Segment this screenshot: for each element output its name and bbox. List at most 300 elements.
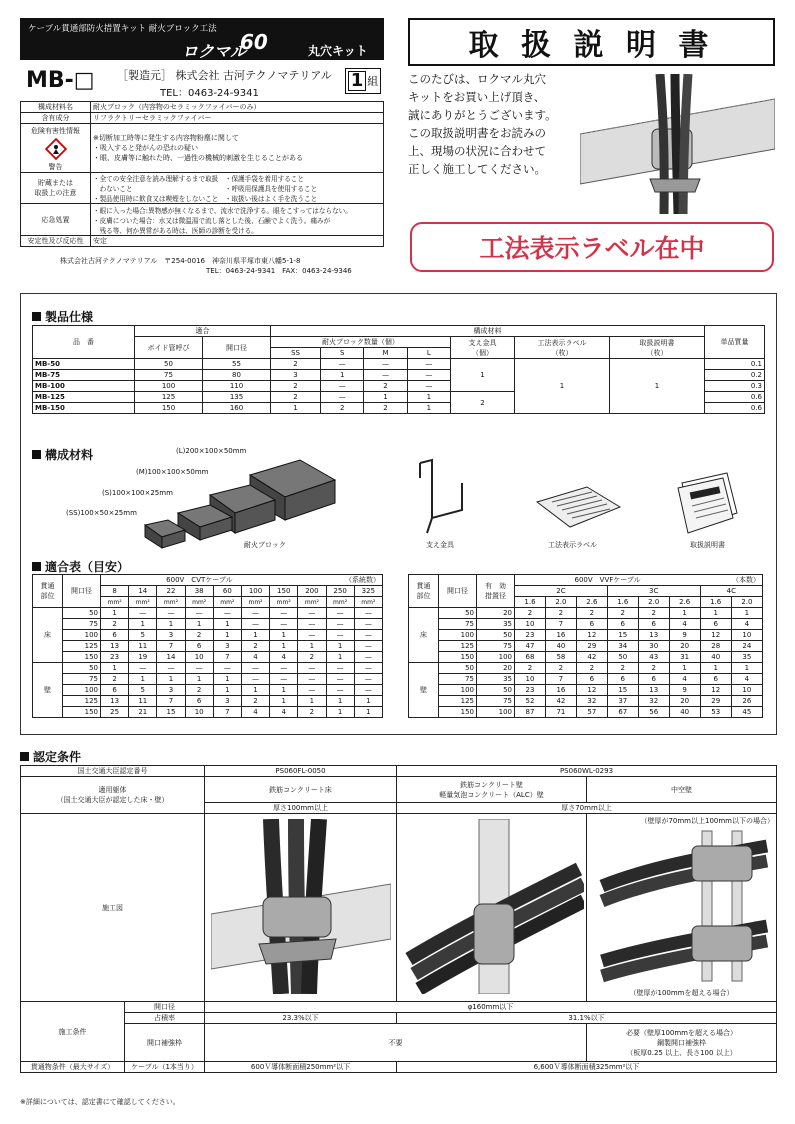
vvf-cell: 1 (700, 663, 731, 674)
diagram-floor-cell (205, 814, 397, 1002)
maker-tel: TEL：0463-24-9341 (160, 88, 259, 99)
cvt-cell: 1 (270, 641, 298, 652)
cvt-cell: 1 (326, 707, 354, 718)
vvf-2c: 2C (515, 586, 608, 597)
spec-cell: — (407, 359, 450, 370)
sds-key: 貯蔵または 取扱上の注意 (21, 173, 91, 204)
cvt-unit: mm² (326, 597, 354, 608)
vvf-cell: 6 (700, 619, 731, 630)
diagram-wall-cell (397, 814, 587, 1002)
vvf-cell: 6 (576, 674, 607, 685)
cvt-cell: — (326, 608, 354, 619)
size-l: L (407, 348, 450, 359)
parts-heading: 構成材料 (32, 446, 93, 463)
cvt-cell: 6 (101, 630, 129, 641)
vvf-cell: 75 (477, 641, 515, 652)
cvt-cell: — (354, 630, 382, 641)
cert-ratio-wall: 31.1%以下 (397, 1013, 777, 1024)
cert-cable-floor: 600Ｖ導体断面積250mm²以下 (205, 1062, 397, 1073)
spec-weight: 0.1 (705, 359, 765, 370)
vvf-cell: 2 (515, 663, 546, 674)
vvf-size: 2.6 (669, 597, 700, 608)
cvt-cell: 1 (185, 674, 213, 685)
vvf-cell: 52 (515, 696, 546, 707)
col-comp: 構成材料 (271, 326, 705, 337)
spec-manual: 1 (610, 359, 705, 414)
parts-label-bracket: 支え金具 (426, 541, 454, 549)
vvf-cell: 10 (731, 630, 762, 641)
vvf-cell: 58 (545, 652, 576, 663)
vvf-cell: 15 (607, 685, 638, 696)
cvt-cell: 100 (63, 630, 101, 641)
vvf-row (409, 619, 763, 630)
vvf-cell: 24 (731, 641, 762, 652)
vvf-row (409, 652, 763, 663)
vvf-row (409, 685, 763, 696)
cert-cable-wall: 6,600Ｖ導体断面積325mm²以下 (397, 1062, 777, 1073)
cvt-cell: 2 (185, 630, 213, 641)
cert-thick-wall: 厚さ70mm以上 (397, 803, 777, 814)
cert-no-floor: PS060FL-0050 (205, 766, 397, 777)
vvf-cell: 68 (515, 652, 546, 663)
spec-cell: 55 (203, 359, 271, 370)
sds-key: 含有成分 (21, 113, 91, 124)
cvt-cell: — (270, 674, 298, 685)
spec-weight: 0.3 (705, 381, 765, 392)
cvt-unit: mm² (354, 597, 382, 608)
cvt-cell: — (270, 608, 298, 619)
cvt-cell: 6 (185, 641, 213, 652)
cvt-unit: mm² (101, 597, 129, 608)
cert-no-wall: PS060WL-0293 (397, 766, 777, 777)
cvt-cell: 1 (213, 685, 241, 696)
spec-cell: 100 (135, 381, 203, 392)
vvf-size: 2.0 (731, 597, 762, 608)
spec-hw: 1 (451, 359, 515, 392)
vvf-cell: 50 (477, 685, 515, 696)
cvt-size: 38 (185, 586, 213, 597)
cvt-cell: 5 (129, 630, 157, 641)
cvt-cell: 7 (157, 696, 185, 707)
cvt-cell: 4 (270, 707, 298, 718)
cvt-table (32, 574, 383, 718)
spec-cell: 2 (271, 359, 321, 370)
cvt-cell: — (157, 608, 185, 619)
cvt-cell: 4 (241, 652, 269, 663)
product-header-bar (20, 18, 384, 60)
vvf-cell: 2 (515, 608, 546, 619)
cvt-size: 8 (101, 586, 129, 597)
cvt-cell: 23 (101, 652, 129, 663)
cvt-cell: 1 (129, 674, 157, 685)
cvt-cell: — (270, 619, 298, 630)
cvt-cell: 1 (129, 619, 157, 630)
vvf-cell: 2 (576, 608, 607, 619)
vvf-cell: 75 (439, 619, 477, 630)
cert-sub: ケーブル（1本当り） (125, 1062, 205, 1073)
sds-val: ・眼に入った場合:異物感が無くなるまで、流水で洗浄する。眼をこすってはならない。 ・皮膚についた場合：水又は微温湯で流し落とした後、石鹸でよく洗う。痛みが 残る等、何か異常がある時は、医師の診断を受ける。 (91, 204, 384, 236)
cvt-cell: 1 (241, 685, 269, 696)
cvt-cell: — (241, 619, 269, 630)
spec-cell: 1 (271, 403, 321, 414)
health-hazard-icon (45, 138, 67, 160)
cvt-cell: 2 (101, 619, 129, 630)
cvt-cell: 1 (213, 630, 241, 641)
sds-val: ・全ての安全注意を読み理解するまで取扱 ・保護手袋を着用すること わないこと ・呼吸用保護具を使用すること ・製品使用時に飲食又は喫煙をしないこと ・取扱い後はよく手を洗うこと (91, 173, 384, 204)
vvf-cell: 42 (576, 652, 607, 663)
spec-cell: 150 (135, 403, 203, 414)
spec-cell: 75 (135, 370, 203, 381)
cvt-row (33, 696, 383, 707)
vvf-cell: 16 (545, 630, 576, 641)
vvf-cell: 20 (669, 641, 700, 652)
vvf-cell: 6 (638, 619, 669, 630)
vvf-cell: 45 (731, 707, 762, 718)
cvt-cell: — (129, 608, 157, 619)
cvt-cell: 3 (213, 696, 241, 707)
maker-line: ［製造元］ 株式会社 古河テクノマテリアル (117, 69, 332, 82)
vvf-h-eff: 有 効 措置径 (477, 575, 515, 608)
spec-cell: — (321, 359, 364, 370)
parts-label-method: 工法表示ラベル (548, 541, 597, 549)
series-text: ケーブル貫通部防火措置キット 耐火ブロック工法 (28, 24, 217, 34)
vvf-cell: 50 (439, 663, 477, 674)
cvt-h-open: 開口径 (63, 575, 101, 608)
cvt-cell: 2 (101, 674, 129, 685)
vvf-table (408, 574, 763, 718)
cvt-cell: 2 (298, 707, 326, 718)
vvf-cell: 7 (545, 619, 576, 630)
spec-cell: 80 (203, 370, 271, 381)
spec-cell: 2 (364, 381, 407, 392)
sds-footer-2: TEL：0463-24-9341 FAX：0463-24-9346 (206, 267, 352, 275)
spec-cell: — (321, 392, 364, 403)
cvt-row (33, 663, 383, 674)
cert-key: 適用躯体 （国土交通大臣が認定した床・壁） (21, 777, 205, 814)
vvf-part: 壁 (409, 663, 439, 718)
cvt-cell: 50 (63, 663, 101, 674)
vvf-cell: 6 (576, 619, 607, 630)
vvf-cell: 100 (477, 707, 515, 718)
vvf-cell: 1 (700, 608, 731, 619)
cvt-size: 22 (157, 586, 185, 597)
spec-row (33, 359, 765, 370)
cvt-row (33, 674, 383, 685)
vvf-cell: 32 (576, 696, 607, 707)
fit-heading: 適合表（目安） (32, 558, 129, 575)
manual-illustration (672, 468, 742, 536)
vvf-cell: 12 (576, 630, 607, 641)
vvf-4c: 4C (700, 586, 762, 597)
cvt-cell: 15 (157, 707, 185, 718)
col-manual: 取扱説明書 （枚） (610, 337, 705, 359)
floor-install-diagram (211, 819, 391, 994)
cvt-unit: mm² (129, 597, 157, 608)
cvt-cell: 13 (101, 641, 129, 652)
vvf-cell: 42 (545, 696, 576, 707)
vvf-cell: 13 (638, 685, 669, 696)
vvf-cell: 150 (439, 652, 477, 663)
cvt-cell: — (354, 652, 382, 663)
cvt-unit: mm² (298, 597, 326, 608)
cert-heading: 認定条件 (20, 748, 81, 765)
cert-note: ※詳細については、認定書にて確認してください。 (20, 1098, 180, 1106)
vvf-cell: 15 (607, 630, 638, 641)
cvt-cell: 2 (185, 685, 213, 696)
cvt-cell: 1 (185, 619, 213, 630)
spec-hw: 2 (451, 392, 515, 414)
cvt-size: 100 (241, 586, 269, 597)
cvt-cell: 1 (101, 608, 129, 619)
col-boid: ボイド管呼び (135, 337, 203, 359)
cvt-cell: 1 (298, 641, 326, 652)
cvt-unit: mm² (157, 597, 185, 608)
cvt-cell: 75 (63, 619, 101, 630)
col-fit: 適合 (135, 326, 271, 337)
spec-cell: 1 (364, 392, 407, 403)
method-label-illustration (532, 482, 622, 532)
spec-cell: 2 (271, 381, 321, 392)
vvf-cell: 47 (515, 641, 546, 652)
cvt-cell: 1 (101, 663, 129, 674)
vvf-h-part: 貫通 部位 (409, 575, 439, 608)
spec-model: MB-125 (33, 392, 135, 403)
cert-hollow: 中空壁 (587, 777, 777, 803)
cert-key: 施工図 (21, 814, 205, 1002)
vvf-cell: 20 (669, 696, 700, 707)
vvf-cell: 29 (576, 641, 607, 652)
spec-model: MB-100 (33, 381, 135, 392)
cvt-cell: — (326, 663, 354, 674)
vvf-cell: 1 (669, 608, 700, 619)
vvf-cell: 53 (700, 707, 731, 718)
cert-ratio-floor: 23.3%以下 (205, 1013, 397, 1024)
set-count-box: 1 組 (345, 68, 381, 94)
vvf-cell: 30 (638, 641, 669, 652)
cvt-cell: 21 (129, 707, 157, 718)
manual-intro: このたびは、ロクマル丸穴 キットをお買い上げ頂き、 誠にありがとうございます。 この取扱説明書をお読みの 上、現場の状況に合わせて 正しく施工してください。 (408, 72, 557, 176)
cvt-cell: — (298, 663, 326, 674)
vvf-cell: 32 (638, 696, 669, 707)
spec-cell: — (321, 381, 364, 392)
cvt-unit: mm² (270, 597, 298, 608)
cert-floor: 鉄筋コンクリート床 (205, 777, 397, 803)
cvt-cell: — (326, 630, 354, 641)
vvf-cell: 4 (731, 619, 762, 630)
vvf-cell: 2 (545, 608, 576, 619)
cvt-cell: — (326, 674, 354, 685)
hazard-cell: 危険有害性情報 警告 (21, 124, 91, 173)
cvt-cell: — (354, 685, 382, 696)
spec-cell: 3 (271, 370, 321, 381)
cvt-cell: 150 (63, 707, 101, 718)
vvf-row (409, 707, 763, 718)
vvf-cell: 12 (700, 685, 731, 696)
spec-cell: — (364, 370, 407, 381)
size-m: M (364, 348, 407, 359)
vvf-cell: 4 (669, 674, 700, 685)
vvf-cell: 57 (576, 707, 607, 718)
vvf-size: 1.6 (700, 597, 731, 608)
vvf-h-unit: （本数） (700, 575, 762, 586)
cvt-cell: — (213, 663, 241, 674)
cvt-unit: mm² (185, 597, 213, 608)
sds-key: 構成材料名 (21, 102, 91, 113)
dim-s: (S)100×100×25mm (102, 489, 173, 497)
vvf-cell: 31 (669, 652, 700, 663)
cvt-cell: 1 (157, 619, 185, 630)
cvt-cell: 125 (63, 641, 101, 652)
size-ss: SS (271, 348, 321, 359)
vvf-cell: 10 (515, 619, 546, 630)
cvt-cell: — (241, 674, 269, 685)
vvf-cell: 2 (638, 663, 669, 674)
col-weight: 単品質量 (705, 326, 765, 359)
vvf-row (409, 641, 763, 652)
cvt-cell: — (213, 608, 241, 619)
cvt-cell: 11 (129, 641, 157, 652)
vvf-cell: 12 (576, 685, 607, 696)
sds-val: 耐火ブロック（内容物のセラミックファイバーのみ） (91, 102, 384, 113)
cvt-cell: 3 (213, 641, 241, 652)
spec-table (32, 325, 765, 414)
cvt-cell: — (298, 619, 326, 630)
cert-frame-none: 不要 (205, 1024, 587, 1062)
cvt-h-cable: 600V CVTケーブル (101, 575, 298, 586)
vvf-h-cable: 600V VVFケーブル (515, 575, 701, 586)
cvt-cell: 1 (354, 707, 382, 718)
vvf-cell: 40 (700, 652, 731, 663)
cvt-cell: — (241, 608, 269, 619)
cvt-cell: 19 (129, 652, 157, 663)
dim-m: (M)100×100×50mm (136, 468, 209, 476)
sds-table (20, 101, 384, 247)
caption-thin-wall: （壁厚が70mm以上100mm以下の場合） (640, 817, 774, 825)
cvt-cell: 7 (213, 652, 241, 663)
cvt-cell: — (129, 663, 157, 674)
vvf-cell: 71 (545, 707, 576, 718)
cvt-cell: 3 (157, 685, 185, 696)
cvt-unit: mm² (241, 597, 269, 608)
cvt-h-part: 貫通 部位 (33, 575, 63, 608)
vvf-cell: 6 (700, 674, 731, 685)
spec-cell: 2 (321, 403, 364, 414)
sds-val: ※切断加工時等に発生する内容物粉塵に関して ・吸入すると発がんの恐れの疑い ・眼、皮膚等に触れた時、一過性の機械的刺激を生じることがある (91, 124, 384, 173)
sds-val: リフラクトリーセラミックファイバー (91, 113, 384, 124)
cvt-cell: 10 (185, 707, 213, 718)
cert-open-val: φ160mm以下 (205, 1002, 777, 1013)
vvf-size: 1.6 (607, 597, 638, 608)
spec-cell: 2 (271, 392, 321, 403)
vvf-cell: 125 (439, 696, 477, 707)
cvt-cell: 1 (213, 619, 241, 630)
cvt-unit: mm² (213, 597, 241, 608)
cvt-cell: 2 (241, 696, 269, 707)
sds-val: 安定 (91, 236, 384, 247)
spec-weight: 0.6 (705, 392, 765, 403)
vvf-cell: 100 (439, 630, 477, 641)
diagram-hollow-cell (587, 814, 777, 1002)
spec-heading: 製品仕様 (32, 308, 93, 325)
spec-weight: 0.6 (705, 403, 765, 414)
model-number: MB-□ (26, 68, 95, 93)
vvf-size: 2.6 (576, 597, 607, 608)
col-block: 耐火ブロック数量（個） (271, 337, 451, 348)
col-hw: 支え金具 （個） (451, 337, 515, 359)
vvf-cell: 1 (669, 663, 700, 674)
cert-key: 国土交通大臣認定番号 (21, 766, 205, 777)
cable-kit-illustration (580, 74, 775, 214)
vvf-size: 1.6 (515, 597, 546, 608)
vvf-cell: 67 (607, 707, 638, 718)
cvt-row (33, 641, 383, 652)
vvf-cell: 29 (700, 696, 731, 707)
cvt-cell: — (326, 685, 354, 696)
cvt-cell: 6 (185, 696, 213, 707)
caption-thick-wall: （壁厚が100mmを超える場合） (629, 989, 734, 997)
vvf-part: 床 (409, 608, 439, 663)
vvf-cell: 28 (700, 641, 731, 652)
col-name: 品 番 (33, 326, 135, 359)
vvf-cell: 23 (515, 630, 546, 641)
vvf-cell: 100 (439, 685, 477, 696)
manual-title: 取 扱 説 明 書 (468, 28, 715, 63)
bracket-illustration (412, 458, 472, 538)
cvt-cell: 50 (63, 608, 101, 619)
vvf-3c: 3C (607, 586, 700, 597)
cvt-cell: 1 (270, 685, 298, 696)
spec-cell: 1 (407, 403, 450, 414)
vvf-cell: 2 (607, 608, 638, 619)
cert-sub: 占積率 (125, 1013, 205, 1024)
vvf-cell: 6 (638, 674, 669, 685)
vvf-size: 2.0 (638, 597, 669, 608)
cvt-cell: 7 (157, 641, 185, 652)
cvt-cell: — (354, 641, 382, 652)
cert-sub: 開口径 (125, 1002, 205, 1013)
dim-ss: (SS)100×50×25mm (66, 509, 137, 517)
cvt-cell: 1 (326, 641, 354, 652)
vvf-row (409, 630, 763, 641)
cvt-cell: — (157, 663, 185, 674)
vvf-cell: 26 (731, 696, 762, 707)
col-open: 開口径 (203, 337, 271, 359)
parts-label-block: 耐火ブロック (244, 541, 286, 549)
vvf-cell: 9 (669, 685, 700, 696)
cvt-cell: 75 (63, 674, 101, 685)
cert-frame-req: 必要（壁厚100mmを超える場合） 鋼製開口補強枠 （板厚0.25 以上、長さ100 以上） (587, 1024, 777, 1062)
cvt-cell: — (270, 663, 298, 674)
cvt-cell: — (185, 663, 213, 674)
vvf-cell: 6 (607, 674, 638, 685)
cvt-cell: 1 (270, 630, 298, 641)
vvf-cell: 75 (477, 696, 515, 707)
cvt-cell: — (326, 619, 354, 630)
vvf-cell: 10 (731, 685, 762, 696)
vvf-cell: 87 (515, 707, 546, 718)
vvf-cell: 35 (731, 652, 762, 663)
cvt-part: 壁 (33, 663, 63, 718)
cvt-row (33, 630, 383, 641)
vvf-cell: 2 (545, 663, 576, 674)
spec-model: MB-75 (33, 370, 135, 381)
cvt-row (33, 608, 383, 619)
cvt-size: 60 (213, 586, 241, 597)
cvt-cell: 4 (270, 652, 298, 663)
vvf-cell: 1 (731, 608, 762, 619)
vvf-row (409, 663, 763, 674)
vvf-cell: 150 (439, 707, 477, 718)
